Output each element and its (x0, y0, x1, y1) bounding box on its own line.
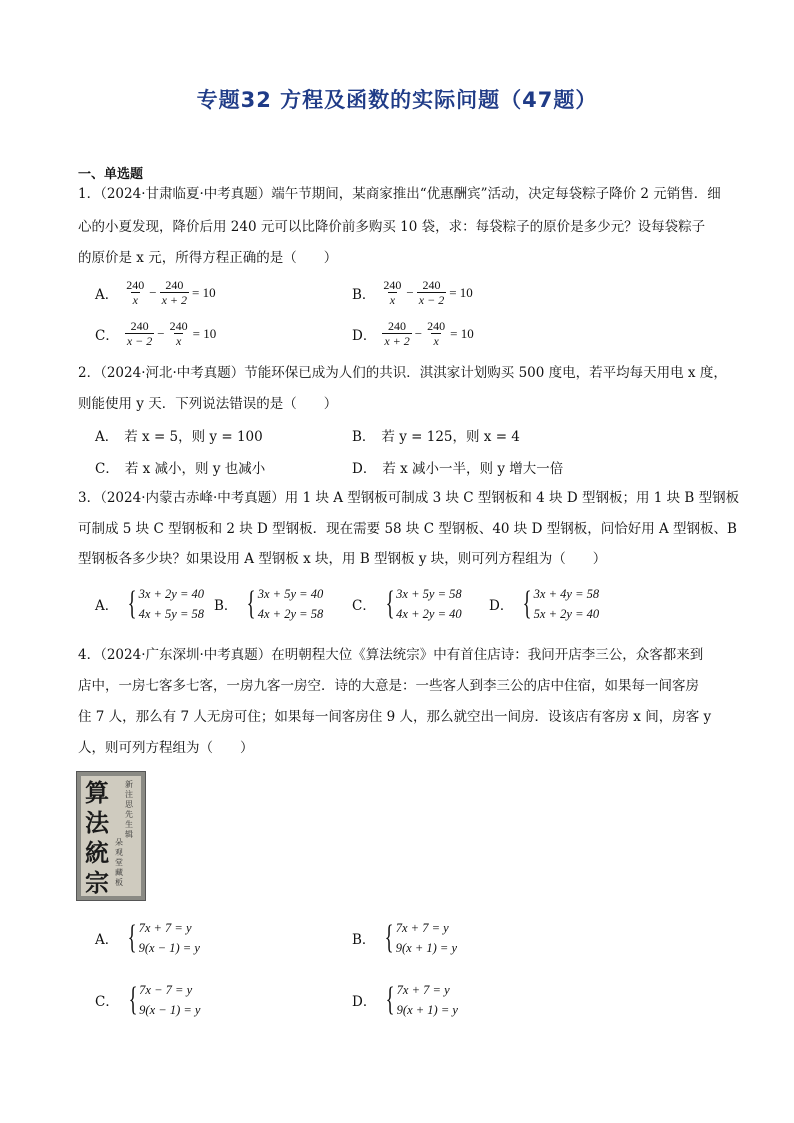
denominator: x − 2 (126, 334, 153, 348)
book-side-text-left: 朵观堂藏板 (115, 838, 123, 887)
option-label: C． (95, 461, 119, 477)
q1-option-c[interactable] (95, 319, 219, 348)
q1-option-a[interactable] (95, 278, 219, 307)
brace-glyph: { (128, 981, 138, 1018)
denominator: x + 2 (384, 334, 410, 348)
numerator: 240 (388, 319, 407, 333)
q1-option-b[interactable] (352, 278, 476, 307)
option-label: D． (352, 461, 377, 477)
equation-row: 7x + 7 = y (395, 921, 449, 935)
option-text: 若 x 减小一半，则 y 增大一倍 (382, 461, 564, 477)
q3-line-1: 3．（2024·内蒙古赤峰·中考真题）用 1 块 A 型钢板可制成 3 块 C 型钢板和 4 块 D 型钢板；用 1 块 B 型钢板 (78, 490, 740, 506)
operator: − (157, 325, 165, 341)
equation-row: 7x − 7 = y (139, 983, 193, 997)
q2-option-c[interactable] (95, 457, 265, 477)
denominator: x (132, 293, 138, 307)
fraction (124, 278, 146, 307)
q3-line-2: 可制成 5 块 C 型钢板和 2 块 D 型钢板．现在需要 58 块 C 型钢板、40 块 D 型钢板，问恰好用 A 型钢板、B (78, 521, 737, 537)
equals-rhs: = 10 (192, 284, 216, 300)
equation-row: 9(x + 1) = y (395, 941, 458, 955)
q4-line-3: 住 7 人，那么有 7 人无房可住；如果每一间客房住 9 人，那么就空出一间房．设该店有客房 x 间，房客 y (78, 709, 712, 725)
book-glyph: 算 (85, 778, 109, 807)
q1-line-1: 1．（2024·甘肃临夏·中考真题）端午节期间，某商家推出“优惠酬宾”活动，决定每袋粽子降价 2 元销售．细 (78, 186, 721, 202)
numerator: 240 (130, 319, 149, 333)
fraction (417, 278, 446, 307)
section-heading: 一、单选题 (78, 167, 144, 182)
denominator: x (433, 334, 439, 348)
option-text: 若 y = 125，则 x = 4 (381, 429, 520, 445)
option-label: D． (352, 994, 377, 1010)
brace-glyph: { (385, 585, 395, 622)
q1-line-3: 的原价是 x 元，所得方程正确的是（ ） (78, 250, 338, 266)
q3-option-a[interactable] (95, 584, 204, 624)
q1-line-2: 心的小夏发现，降价后用 240 元可以比降价前多购买 10 袋，求：每袋粽子的原价是多少元？设每袋粽子 (78, 219, 706, 235)
q4-option-d[interactable] (352, 980, 458, 1020)
fraction (160, 278, 189, 307)
equation-system (381, 918, 457, 958)
book-cover-image (76, 771, 146, 901)
equation-row: 3x + 5y = 58 (396, 587, 462, 601)
page-title: 专题32 方程及函数的实际问题（47题） (196, 88, 598, 112)
denominator: x (175, 334, 182, 348)
equation-row: 4x + 2y = 58 (257, 607, 324, 621)
equation-system (243, 584, 323, 624)
numerator: 240 (383, 278, 402, 292)
q4-option-a[interactable] (95, 918, 200, 958)
option-label: C． (95, 994, 119, 1010)
q3-line-3: 型钢板各多少块？如果设用 A 型钢板 x 块，用 B 型钢板 y 块，则可列方程组为（ ） (78, 551, 607, 567)
option-label: D． (352, 327, 377, 344)
equation-row: 9(x − 1) = y (139, 1003, 201, 1017)
numerator: 240 (165, 278, 184, 292)
brace-glyph: { (385, 919, 395, 956)
equation-row: 9(x + 1) = y (396, 1003, 458, 1017)
equation-row: 3x + 5y = 40 (257, 587, 324, 601)
equation-system (125, 980, 201, 1020)
option-label: A． (95, 286, 119, 303)
q3-option-d[interactable] (489, 584, 599, 624)
denominator: x + 2 (161, 293, 188, 307)
equation-system (382, 584, 462, 624)
operator: − (414, 325, 423, 341)
q4-option-b[interactable] (352, 918, 457, 958)
numerator: 240 (126, 278, 145, 292)
fraction (168, 319, 190, 348)
fraction (425, 319, 447, 348)
fraction (382, 319, 411, 348)
option-label: A． (95, 429, 119, 445)
equation-system (382, 980, 458, 1020)
book-glyph: 宗 (85, 868, 109, 897)
q4-line-2: 店中，一房七客多七客，一房九客一房空．诗的大意是：一些客人到李三公的店中住宿，如果每一间客房 (78, 678, 699, 694)
option-label: B． (352, 429, 376, 445)
equation-row: 4x + 5y = 58 (138, 607, 205, 621)
option-label: C． (95, 327, 119, 344)
equation-row: 7x + 7 = y (138, 921, 192, 935)
equation-row: 4x + 2y = 40 (396, 607, 462, 621)
option-label: A． (95, 932, 119, 948)
book-glyph: 統 (85, 838, 109, 867)
brace-glyph: { (127, 585, 137, 622)
brace-glyph: { (386, 981, 395, 1018)
equation-system (519, 584, 599, 624)
q4-line-1: 4．（2024·广东深圳·中考真题）在明朝程大位《算法统宗》中有首住店诗：我问开店李三公，众客都来到 (78, 647, 704, 663)
q2-line-2: 则能使用 y 天．下列说法错误的是（ ） (78, 396, 338, 412)
q2-option-d[interactable] (352, 457, 563, 477)
denominator: x (389, 293, 396, 307)
q1-option-d[interactable] (352, 319, 477, 348)
equation-row: 7x + 7 = y (396, 983, 450, 997)
option-label: B． (352, 932, 376, 948)
denominator: x − 2 (418, 293, 445, 307)
operator: − (406, 284, 414, 300)
equation-row: 5x + 2y = 40 (533, 607, 600, 621)
option-text: 若 x = 5，则 y = 100 (124, 429, 263, 445)
equation-row: 3x + 2y = 40 (138, 587, 205, 601)
book-side-text-right: 新注思先生辑 (125, 780, 133, 839)
brace-glyph: { (247, 585, 257, 622)
brace-glyph: { (523, 585, 532, 622)
q4-option-c[interactable] (95, 980, 200, 1020)
book-glyph: 法 (85, 808, 109, 837)
equation-row: 9(x − 1) = y (138, 941, 200, 955)
option-label: C． (352, 598, 376, 614)
option-text: 若 x 减小，则 y 也减小 (124, 461, 266, 477)
equation-row: 3x + 4y = 58 (533, 587, 600, 601)
fraction (125, 319, 154, 348)
book-title-glyphs (85, 778, 113, 898)
option-label: B． (352, 286, 376, 303)
brace-glyph: { (127, 919, 137, 956)
option-label: B． (214, 598, 238, 614)
equation-system (124, 918, 200, 958)
numerator: 240 (422, 278, 441, 292)
numerator: 240 (427, 319, 446, 333)
q2-line-1: 2．（2024·河北·中考真题）节能环保已成为人们的共识．淇淇家计划购买 500 度电，若平均每天用电 x 度， (78, 365, 727, 381)
equation-system (124, 584, 204, 624)
q2-option-a[interactable] (95, 425, 263, 445)
equals-rhs: = 10 (449, 284, 473, 300)
q3-option-c[interactable] (352, 584, 462, 624)
q2-option-b[interactable] (352, 425, 520, 445)
operator: − (149, 284, 157, 300)
q4-line-4: 人，则可列方程组为（ ） (78, 740, 254, 756)
equals-rhs: = 10 (450, 325, 474, 341)
fraction (381, 278, 403, 307)
option-label: A． (95, 598, 119, 614)
numerator: 240 (169, 319, 188, 333)
option-label: D． (489, 598, 514, 614)
equals-rhs: = 10 (192, 325, 217, 341)
q3-option-b[interactable] (214, 584, 323, 624)
